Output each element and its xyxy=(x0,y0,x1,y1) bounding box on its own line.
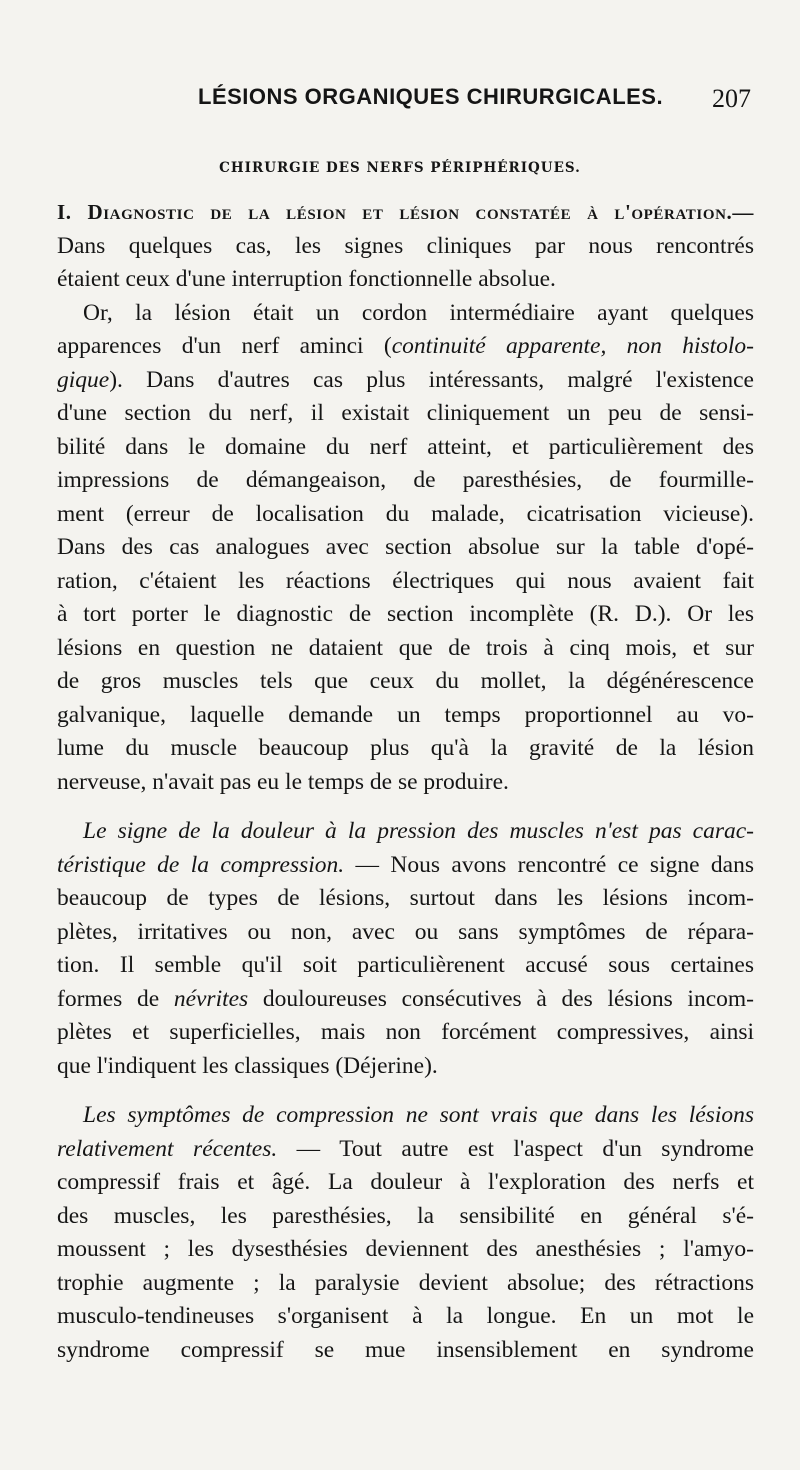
text-line: ment (erreur de localisation du malade, cicatrisation vicieuse). xyxy=(57,500,754,527)
text-line: lésions en question ne dataient que de trois à cinq mois, et sur xyxy=(57,634,754,661)
text-line xyxy=(57,815,754,849)
italic-run: continuité apparente, non histolo- xyxy=(391,333,755,359)
text-line: plètes, irritatives ou non, avec ou sans symptômes de répara- xyxy=(57,918,754,945)
text-line: nerveuse, n'avait pas eu le temps de se produire. xyxy=(57,768,509,795)
text-run: apparences d'un nerf aminci ( xyxy=(57,333,392,359)
text-line: Or, la lésion était un cordon intermédiaire ayant quelques xyxy=(83,299,754,326)
text-line xyxy=(57,849,754,883)
text-line: bilité dans le domaine du nerf atteint, et particulièrement des xyxy=(57,433,754,460)
paragraph-diagnostic xyxy=(57,196,754,297)
italic-run: Le signe de la douleur à la pression des muscles n'est pas carac- xyxy=(83,818,754,844)
page-number: 207 xyxy=(712,84,751,113)
paragraph-pain-sign xyxy=(57,815,754,1083)
italic-run: névrites xyxy=(173,985,249,1012)
text-line: d'une section du nerf, il existait cliniquement un peu de sensi- xyxy=(57,400,754,426)
italic-run: gique xyxy=(57,366,110,393)
text-line: musculo-tendineuses s'organisent à la longue. En un mot le xyxy=(57,1303,754,1329)
text-line: compressif frais et âgé. La douleur à l'exploration des nerfs et xyxy=(57,1169,754,1195)
text-line: de gros muscles tels que ceux du mollet, la dégénérescence xyxy=(57,668,754,694)
text-line xyxy=(57,364,754,398)
text-line: à tort porter le diagnostic de section incomplète (R. D.). Or les xyxy=(57,601,754,627)
body-text xyxy=(57,196,754,1367)
italic-run: relativement récentes. xyxy=(57,1135,278,1162)
text-line xyxy=(57,1133,754,1167)
paragraph-gap xyxy=(57,1083,754,1099)
italic-run: Les symptômes de compression ne sont vrais que dans les lésions xyxy=(83,1102,754,1128)
text-line: beaucoup de types de lésions, surtout dans les lésions incom- xyxy=(57,885,754,911)
text-run: ). Dans d'autres cas plus intéressants, malgré l'existence xyxy=(109,366,754,393)
text-line: Dans quelques cas, les signes cliniques par nous rencontrés xyxy=(57,232,754,259)
section-heading: CHIRURGIE DES NERFS PÉRIPHÉRIQUES. xyxy=(219,160,581,176)
text-run: formes de xyxy=(57,985,174,1012)
text-run: — Nous avons rencontré ce signe dans xyxy=(344,851,754,878)
paragraph-gap xyxy=(57,799,754,815)
text-line xyxy=(57,1099,754,1133)
text-line: Dans des cas analogues avec section absolue sur la table d'opé- xyxy=(57,534,754,560)
running-head xyxy=(0,84,800,114)
text-line: galvanique, laquelle demande un temps proportionnel au vo- xyxy=(57,701,754,728)
text-line: que l'indiquent les classiques (Déjerine). xyxy=(57,1052,438,1079)
text-run: douloureuses consécutives à des lésions incom- xyxy=(248,985,754,1012)
text-run: — Tout autre est l'aspect d'un syndrome xyxy=(277,1135,754,1162)
italic-run: téristique de la compression. xyxy=(57,851,345,878)
section-label-diagnostic: I. Diagnostic de la lésion et lésion constatée à l'opération.— xyxy=(57,200,754,224)
running-title: LÉSIONS ORGANIQUES CHIRURGICALES. xyxy=(198,84,664,109)
text-line xyxy=(57,983,754,1017)
text-line: plètes et superficielles, mais non forcément compressives, ainsi xyxy=(57,1019,754,1045)
text-line: trophie augmente ; la paralysie devient absolue; des rétractions xyxy=(57,1269,754,1296)
paragraph-compression-symptoms xyxy=(57,1099,754,1367)
text-line: tion. Il semble qu'il soit particulièrenent accusé sous certaines xyxy=(57,952,754,978)
text-line: syndrome compressif se mue insensiblement en syndrome xyxy=(57,1336,754,1363)
paragraph-lesion xyxy=(57,297,754,800)
text-line xyxy=(57,330,754,364)
text-line: moussent ; les dysesthésies deviennent des anesthésies ; l'amyo- xyxy=(57,1236,754,1262)
text-line: impressions de démangeaison, de paresthésies, de fourmille- xyxy=(57,467,754,493)
text-line: étaient ceux d'une interruption fonctionnelle absolue. xyxy=(57,266,556,292)
text-line: des muscles, les paresthésies, la sensibilité en général s'é- xyxy=(57,1202,754,1229)
text-line xyxy=(57,196,754,230)
text-line: lume du muscle beaucoup plus qu'à la gravité de la lésion xyxy=(57,735,754,761)
text-line: ration, c'étaient les réactions électriques qui nous avaient fait xyxy=(57,567,754,594)
